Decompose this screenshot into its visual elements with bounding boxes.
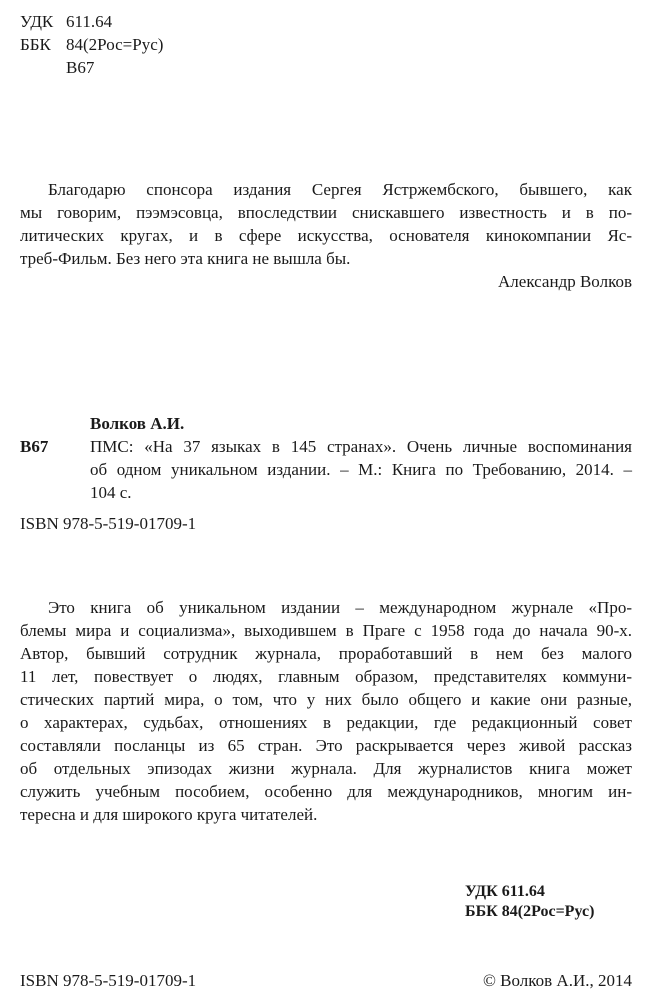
annotation-line: составляли посланцы из 65 стран. Это раскрывается через живой рассказ xyxy=(20,736,632,755)
bbk-value: 84(2Рос=Рус) xyxy=(66,35,164,54)
bib-line: 104 с. xyxy=(90,483,132,502)
footer-isbn: ISBN 978-5-519-01709-1 xyxy=(20,971,197,990)
bbk-row xyxy=(20,33,320,56)
author-sign: В67 xyxy=(66,58,95,77)
acknowledgement-signature: Александр Волков xyxy=(498,272,632,291)
bib-code: В67 xyxy=(20,437,49,456)
acknowledgement-line: мы говорим, пээмэсовца, впоследствии снискавшего известность и в по- xyxy=(20,203,632,222)
bibliographic-record xyxy=(20,412,632,504)
annotation-line: о характерах, судьбах, отношениях в редакции, где редакционный совет xyxy=(20,713,632,732)
bib-line: об одном уникальном издании. – М.: Книга по Требованию, 2014. – xyxy=(90,460,632,479)
udk-value: 611.64 xyxy=(66,12,113,31)
annotation-line: служить учебным пособием, особенно для международников, многим ин- xyxy=(20,782,632,801)
bottom-classification-codes xyxy=(465,882,594,922)
bib-author: Волков А.И. xyxy=(90,414,185,433)
bbk-label: ББК xyxy=(20,35,51,54)
annotation-line: Это книга об уникальном издании – международном журнале «Про- xyxy=(48,598,632,617)
annotation-line: тересна и для широкого круга читателей. xyxy=(20,805,318,824)
acknowledgement-line: литических кругах, и в сфере искусства, основателя кинокомпании Яс- xyxy=(20,226,632,245)
acknowledgement-line: Благодарю спонсора издания Сергея Ястржембского, бывшего, как xyxy=(48,180,632,199)
bib-description-block xyxy=(20,435,632,504)
acknowledgement-line: треб-Фильм. Без него эта книга не вышла бы. xyxy=(20,249,351,268)
udk-label: УДК xyxy=(20,12,54,31)
annotation-line: стических партий мира, о том, что у них было общего и какие они разные, xyxy=(20,690,632,709)
isbn: ISBN 978-5-519-01709-1 xyxy=(20,514,197,533)
copyright-notice: © Волков А.И., 2014 xyxy=(483,971,632,990)
annotation xyxy=(20,596,632,826)
bib-description xyxy=(90,435,632,504)
annotation-line: об отдельных эпизодах жизни журнала. Для журналистов книга может xyxy=(20,759,632,778)
bib-line: ПМС: «На 37 языках в 145 странах». Очень личные воспоминания xyxy=(90,437,632,456)
classification-codes xyxy=(20,10,320,79)
bottom-bbk: ББК 84(2Рос=Рус) xyxy=(465,903,595,920)
acknowledgement xyxy=(20,178,632,270)
udk-row xyxy=(20,10,320,33)
annotation-line: блемы мира и социализма», выходившем в Праге с 1958 года до начала 90-х. xyxy=(20,621,632,640)
annotation-line: 11 лет, повествует о людях, главным образом, представителях коммуни- xyxy=(20,667,632,686)
bottom-udk: УДК 611.64 xyxy=(465,883,545,900)
annotation-line: Автор, бывший сотрудник журнала, проработавший в нем без малого xyxy=(20,644,632,663)
